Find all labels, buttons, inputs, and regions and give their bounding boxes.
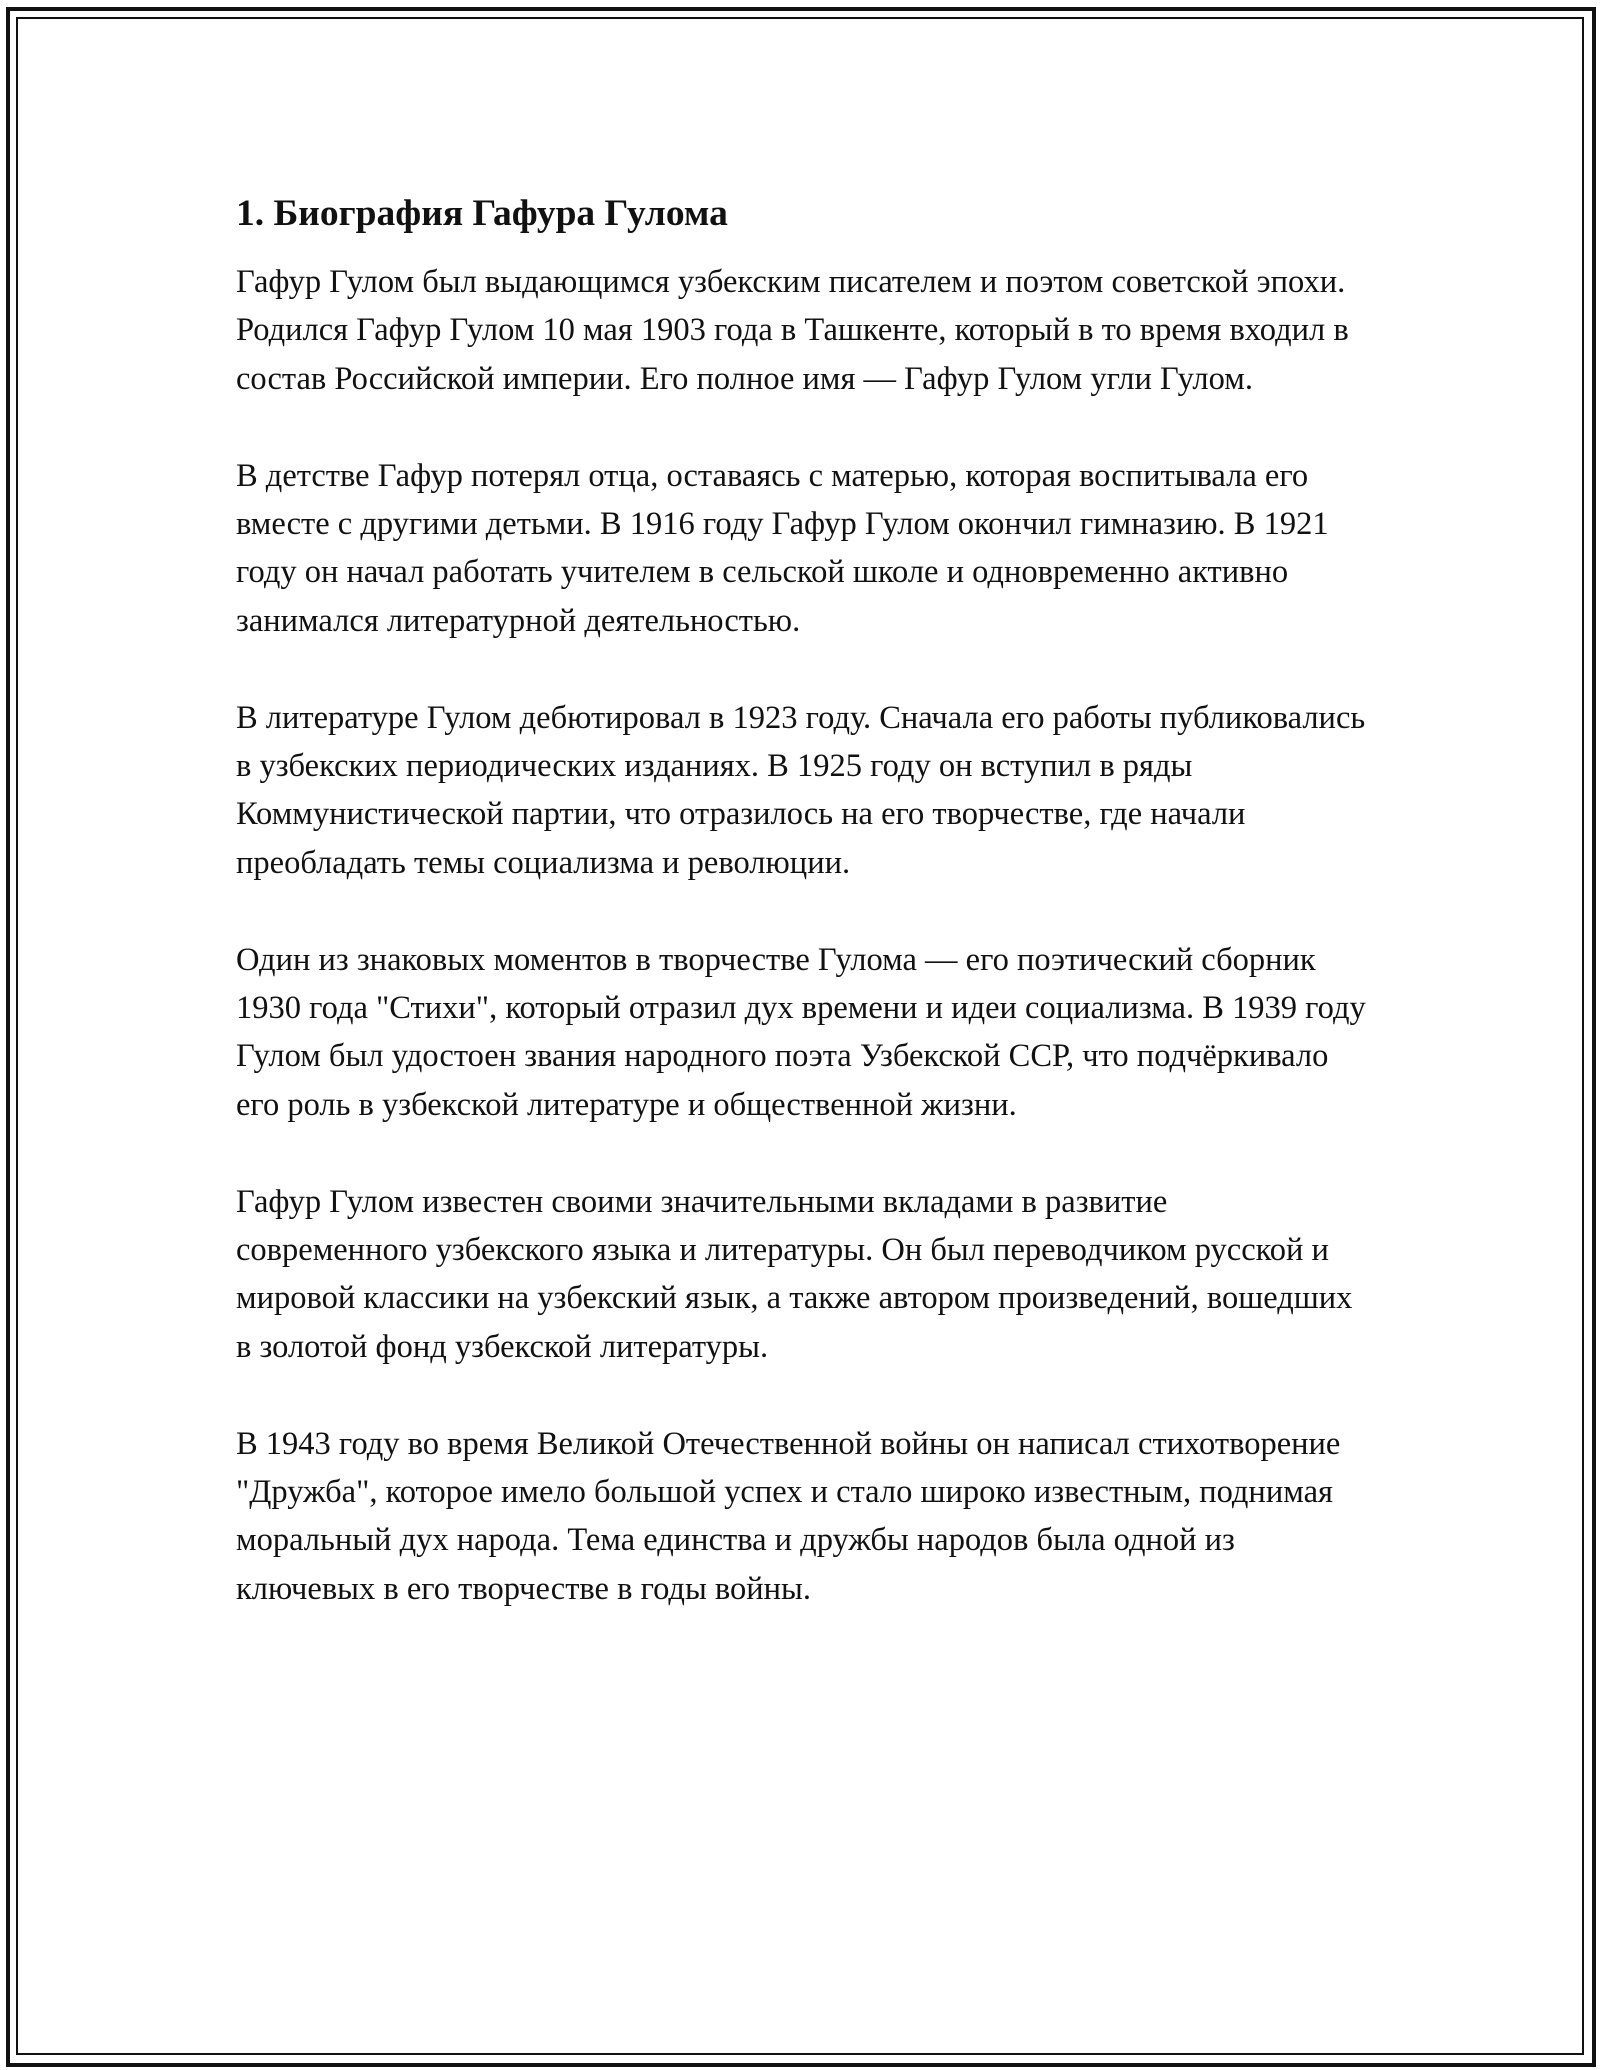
paragraph-debut: В литературе Гулом дебютировал в 1923 году. Сначала его работы публиковались в узбекских периодических изданиях. В 1925 году он вступил в ряды Коммунистической партии, что отразилось на его творчестве, где начали преобладать темы социализма и революции. [236,699,1366,881]
paragraph-poetry-collection: Один из знаковых моментов в творчестве Гулома — его поэтический сборник 1930 года "Стихи", который отразил дух времени и идеи социализма. В 1939 году Гулом был удостоен звания народного поэта Узбекской ССР, что подчёркивало его роль в узбекской литературе и общественной жизни. [236,941,1366,1123]
paragraph-friendship-poem: В 1943 году во время Великой Отечественной войны он написал стихотворение "Дружба", которое имело большой успех и стало широко известным, поднимая моральный дух народа. Тема единства и дружбы народов была одной из ключевых в его творчестве в годы войны. [236,1425,1341,1607]
paragraph-childhood: В детстве Гафур потерял отца, оставаясь с матерью, которая воспитывала его вместе с другими детьми. В 1916 году Гафур Гулом окончил гимназию. В 1921 году он начал работать учителем в сельской школе и одновременно активно занимался литературной деятельностью. [236,457,1329,639]
document-body [236,188,1366,1662]
paragraph-birth: Гафур Гулом был выдающимся узбекским писателем и поэтом советской эпохи. Родился Гафур Гулом 10 мая 1903 года в Ташкенте, который в то время входил в состав Российской империи. Его полное имя — Гафур Гулом угли Гулом. [236,264,1349,397]
section-heading: 1. Биография Гафура Гулома [236,193,728,234]
paragraph-contributions: Гафур Гулом известен своими значительными вкладами в развитие современного узбекского языка и литературы. Он был переводчиком русской и мировой классики на узбекский язык, а также автором произведений, вошедших в золотой фонд узбекской литературы. [236,1183,1353,1365]
